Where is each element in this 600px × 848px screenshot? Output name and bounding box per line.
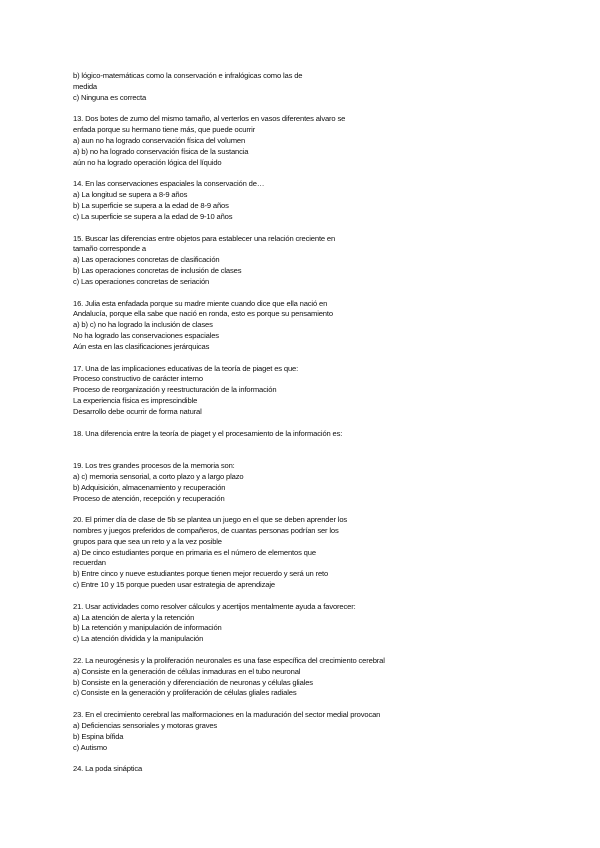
answer-option: c) La atención dividida y la manipulación xyxy=(73,634,204,644)
text-line: c) Ninguna es correcta xyxy=(73,92,147,102)
question-17 xyxy=(73,364,553,418)
answer-option: recuerdan xyxy=(73,558,106,568)
answer-option: b) Las operaciones concretas de inclusión de clases xyxy=(73,265,242,275)
question-text: enfada porque su hermano tiene más, que puede ocurrir xyxy=(73,125,256,135)
question-text: tamaño corresponde a xyxy=(73,244,146,254)
answer-option: c) La superficie se supera a la edad de 9-10 años xyxy=(73,211,233,221)
answer-option: a) Deficiencias sensoriales y motoras graves xyxy=(73,721,218,731)
question-text: Andalucía, porque ella sabe que nació en ronda, esto es porque su pensamiento xyxy=(73,309,333,319)
text-line: medida xyxy=(73,81,98,91)
answer-option: c) Consiste en la generación y proliferación de células gliales radiales xyxy=(73,688,297,698)
question-text: 15. Buscar las diferencias entre objetos para establecer una relación creciente en xyxy=(73,233,336,243)
answer-option: a) La atención de alerta y la retención xyxy=(73,612,195,622)
answer-option: a) La longitud se supera a 8-9 años xyxy=(73,190,188,200)
question-18 xyxy=(73,429,553,440)
answer-option: La experiencia física es imprescindible xyxy=(73,395,198,405)
text-line: b) lógico-matemáticas como la conservación e infralógicas como las de xyxy=(73,71,303,80)
answer-option: c) Las operaciones concretas de seriación xyxy=(73,276,210,286)
answer-option: No ha logrado las conservaciones espaciales xyxy=(73,330,219,340)
question-text: nombres y juegos preferidos de compañeros, de cuantas personas podrían ser los xyxy=(73,526,339,536)
answer-option: a) aun no ha logrado conservación física del volumen xyxy=(73,135,246,145)
question-text: 18. Una diferencia entre la teoría de piaget y el procesamiento de la información es: xyxy=(73,428,343,438)
question-21 xyxy=(73,602,553,645)
answer-option: c) Entre 10 y 15 porque pueden usar estrategia de aprendizaje xyxy=(73,580,275,590)
question-text: 19. Los tres grandes procesos de la memoria son: xyxy=(73,461,235,471)
question-15 xyxy=(73,234,553,288)
answer-option: a) b) no ha logrado conservación física de la sustancia xyxy=(73,146,249,156)
question-text: 16. Julia esta enfadada porque su madre miente cuando dice que ella nació en xyxy=(73,298,328,308)
question-text: 24. La poda sináptica xyxy=(73,764,143,774)
question-text: 22. La neurogénesis y la proliferación neuronales es una fase específica del crecimiento cerebral xyxy=(73,656,385,666)
answer-option: a) c) memoria sensorial, a corto plazo y a largo plazo xyxy=(73,471,244,481)
question-13 xyxy=(73,114,553,168)
answer-option: a) Consiste en la generación de células inmaduras en el tubo neuronal xyxy=(73,666,301,676)
answer-option: b) Adquisición, almacenamiento y recuperación xyxy=(73,482,226,492)
answer-option: Proceso de reorganización y reestructuración de la información xyxy=(73,385,277,395)
answer-option: Desarrollo debe ocurrir de forma natural xyxy=(73,406,202,416)
question-24 xyxy=(73,764,553,775)
question-text: 20. El primer día de clase de 5b se plantea un juego en el que se deben aprender los xyxy=(73,515,348,525)
question-16 xyxy=(73,299,553,353)
answer-option: b) Consiste en la generación y diferenciación de neuronas y células gliales xyxy=(73,677,313,687)
question-22 xyxy=(73,656,553,699)
question-text: 23. En el crecimiento cerebral las malformaciones en la maduración del sector medial provocan xyxy=(73,710,381,720)
question-text: grupos para que sea un reto y a la vez posible xyxy=(73,536,222,546)
text-line xyxy=(73,450,553,461)
question-text: 17. Una de las implicaciones educativas de la teoría de piaget es que: xyxy=(73,363,299,373)
answer-option: a) Las operaciones concretas de clasificación xyxy=(73,255,220,265)
answer-option: a) b) c) no ha logrado la inclusión de clases xyxy=(73,320,213,330)
answer-option: b) Entre cinco y nueve estudiantes porque tienen mejor recuerdo y será un reto xyxy=(73,569,329,579)
answer-option: b) La retención y manipulación de información xyxy=(73,623,222,633)
question-19 xyxy=(73,450,553,504)
answer-option: a) De cinco estudiantes porque en primaria es el número de elementos que xyxy=(73,547,316,557)
answer-option: b) La superficie se supera a la edad de 8-9 años xyxy=(73,200,229,210)
question-text: 13. Dos botes de zumo del mismo tamaño, al verterlos en vasos diferentes alvaro se xyxy=(73,114,346,124)
answer-option: Proceso de atención, recepción y recuperación xyxy=(73,493,225,503)
answer-option: aún no ha logrado operación lógica del líquido xyxy=(73,157,222,167)
block-q12-end xyxy=(73,71,553,103)
question-20 xyxy=(73,515,553,591)
answer-option: b) Espina bífida xyxy=(73,731,124,741)
question-text: 21. Usar actividades como resolver cálculos y acertijos mentalmente ayuda a favorecer: xyxy=(73,601,356,611)
answer-option: Aún esta en las clasificaciones jerárquicas xyxy=(73,341,210,351)
document-page xyxy=(73,71,553,786)
question-text: 14. En las conservaciones espaciales la conservación de… xyxy=(73,179,265,189)
question-14 xyxy=(73,179,553,222)
answer-option: Proceso constructivo de carácter interno xyxy=(73,374,203,384)
question-23 xyxy=(73,710,553,753)
answer-option: c) Autismo xyxy=(73,742,107,752)
